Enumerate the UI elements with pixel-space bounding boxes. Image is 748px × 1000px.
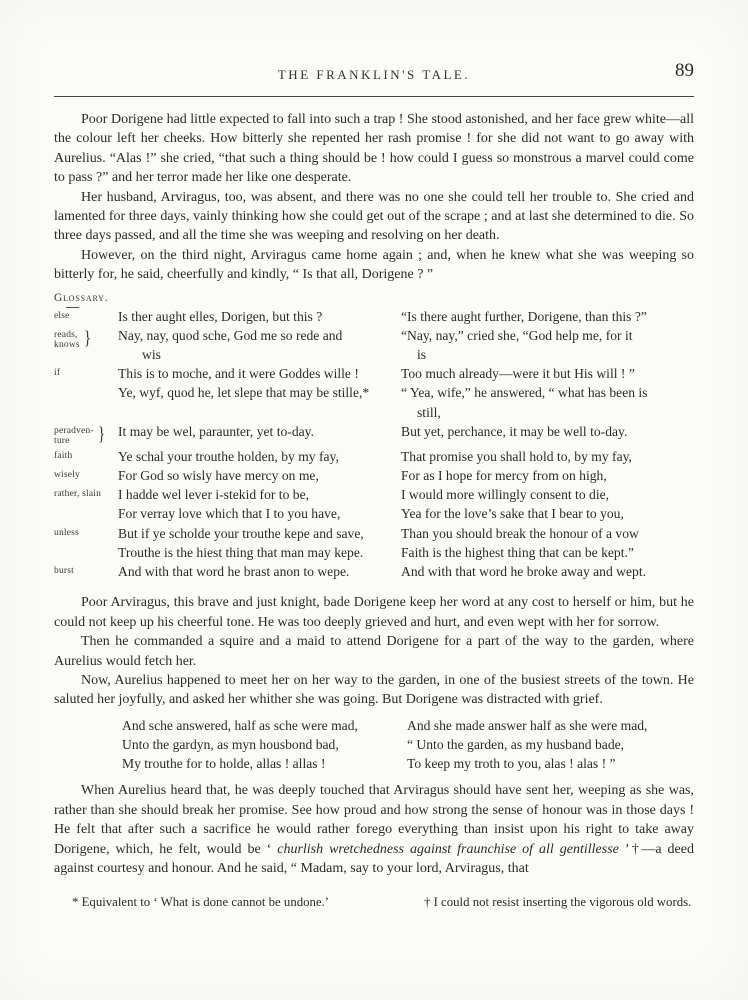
modern-english-cell <box>401 504 694 523</box>
middle-english-cell <box>118 504 401 523</box>
middle-english-line: Ye, wyf, quod he, let slepe that may be stille,* <box>118 385 370 401</box>
middle-english-cell <box>118 422 401 447</box>
gloss-cell <box>54 383 118 421</box>
middle-english-line: For verray love which that I to you have, <box>118 506 341 522</box>
paragraph: Poor Dorigene had little expected to fall into such a trap ! She stood astonished, and her face grew white—all the colour left her cheeks. How bitterly she repented her rash promise ! for she did not want to go away with Aurelius. “Alas !” she cried, “that such a thing should be ! how could I guess so monstrous a marvel could come to pass ?” and her terror made her like one desperate. <box>54 112 694 186</box>
modern-english-cell <box>401 485 694 504</box>
middle-english-line: Ye schal your trouthe holden, by my fay, <box>118 448 339 464</box>
modern-english-cell <box>401 364 694 383</box>
modern-english-line: I would more willingly consent to die, <box>401 487 610 503</box>
gloss-cell <box>54 485 118 504</box>
modern-english-line: still, <box>417 404 441 420</box>
middle-english-line: wis <box>142 347 161 363</box>
verse-line: My trouthe for to holde, allas ! allas ! <box>122 756 326 772</box>
middle-english-line: Trouthe is the hiest thing that man may kepe. <box>118 544 364 560</box>
verse-line: To keep my troth to you, alas ! alas ! ” <box>407 756 616 772</box>
glossary-label-wrap <box>54 288 694 305</box>
closing-italic-quote: churlish wretchedness against fraunchise of all gentillesse <box>277 841 619 857</box>
glossary-row <box>54 364 694 383</box>
gloss-cell <box>54 543 118 562</box>
modern-english-cell <box>401 562 694 581</box>
middle-english-line: And with that word he brast anon to wepe. <box>118 564 350 580</box>
modern-english-cell <box>401 466 694 485</box>
paragraph: However, on the third night, Arviragus came home again ; and, when he knew what she was weeping so bitterly for, he said, cheerfully and kindly, “ Is that all, Dorigene ? ” <box>54 247 694 283</box>
middle-english-cell <box>118 383 401 421</box>
middle-english-cell <box>118 307 401 326</box>
gloss-term <box>54 311 70 322</box>
middle-english-line: Is ther aught elles, Dorigen, but this ? <box>118 308 323 324</box>
modern-english-cell <box>401 524 694 543</box>
gloss-cell <box>54 307 118 326</box>
page-content <box>0 60 748 910</box>
modern-english-cell <box>401 447 694 466</box>
modern-english-cell <box>401 383 694 421</box>
modern-english-line: Faith is the highest thing that can be kept.” <box>401 544 634 560</box>
gloss-line: ture <box>54 436 70 447</box>
modern-english-line: Yea for the love’s sake that I bear to you, <box>401 506 624 522</box>
gloss-cell <box>54 422 118 447</box>
modern-english-line: “Is there aught further, Dorigene, than this ?” <box>401 308 647 324</box>
gloss-line: peradven- <box>54 425 94 436</box>
middle-english-line: But if ye scholde your trouthe kepe and save, <box>118 525 364 541</box>
middle-english-cell <box>118 447 401 466</box>
modern-english-cell <box>401 307 694 326</box>
modern-english-line: “ Yea, wife,” he answered, “ what has been is <box>401 385 648 401</box>
closing-segment: When Aurelius heard that, he was deeply touched that Arviragus should have sent her, weeping as she was, rather than she should break her promise. See how proud and how strong the sense of honour was in those days ! He felt that after such a sacrifice he would rather forego everything than insist upon his right to take away Dorigene, which, he felt, would be ‘ <box>54 783 694 857</box>
middle-english-cell <box>118 562 401 581</box>
modern-english-line: “Nay, nay,” cried she, “God help me, for it <box>401 327 633 343</box>
gloss-cell <box>54 562 118 581</box>
gloss-line: rather, slain <box>54 489 102 500</box>
inner-verse-middle-english <box>122 716 407 774</box>
gloss-cell <box>54 504 118 523</box>
middle-english-cell <box>118 364 401 383</box>
gloss-cell <box>54 447 118 466</box>
gloss-term <box>54 470 80 481</box>
footnote-dagger: † I could not resist inserting the vigorous old words. <box>424 895 692 910</box>
middle-english-line: This is to moche, and it were Goddes wille ! <box>118 366 359 382</box>
gloss-line: else <box>54 310 70 321</box>
gloss-term <box>54 528 79 539</box>
modern-english-line: Too much already—were it but His will ! ” <box>401 366 635 382</box>
middle-english-line: Nay, nay, quod sche, God me so rede and <box>118 327 343 343</box>
inner-verse <box>122 716 694 774</box>
gloss-cell <box>54 326 118 364</box>
closing-paragraph <box>54 781 694 878</box>
page-number: 89 <box>675 60 694 81</box>
modern-english-line: For as I hope for mercy from on high, <box>401 468 607 484</box>
modern-english-cell <box>401 543 694 562</box>
gloss-line: unless <box>54 527 79 538</box>
gloss-line: burst <box>54 566 74 577</box>
glossary-row <box>54 562 694 581</box>
glossary-row <box>54 326 694 364</box>
gloss-line: if <box>54 368 61 379</box>
glossary-table <box>54 307 694 582</box>
verse-line: “ Unto the garden, as my husband bade, <box>407 736 625 752</box>
verse-line: Unto the gardyn, as myn housbond bad, <box>122 736 339 752</box>
gloss-term <box>54 330 80 351</box>
verse-line: And she made answer half as she were mad, <box>407 717 648 733</box>
middle-english-line: It may be wel, paraunter, yet to-day. <box>118 423 314 439</box>
middle-english-cell <box>118 485 401 504</box>
modern-english-line: And with that word he broke away and wept. <box>401 564 646 580</box>
paragraph: Now, Aurelius happened to meet her on her way to the garden, in one of the busiest streets of the town. He saluted her joyfully, and asked her whither she was going. But Dorigene was distracted with grief. <box>54 672 694 708</box>
footnotes <box>54 894 694 910</box>
running-title: THE FRANKLIN'S TALE. <box>277 67 471 82</box>
verse-line: And sche answered, half as sche were mad, <box>122 717 358 733</box>
middle-english-cell <box>118 524 401 543</box>
inner-verse-modern-english <box>407 716 694 774</box>
gloss-term <box>54 426 94 447</box>
gloss-line: faith <box>54 450 73 461</box>
gloss-line: wisely <box>54 470 81 481</box>
header-rule <box>54 96 694 97</box>
modern-english-line: Than you should break the honour of a vow <box>401 525 639 541</box>
paragraph: Her husband, Arviragus, too, was absent, and there was no one she could tell her trouble to. She cried and lamented for three days, vainly thinking how she could get out of the scrape ; and at last she determined to die. So three days passed, and all the time she was weeping and resolving on her death. <box>54 189 694 244</box>
gloss-cell <box>54 364 118 383</box>
gloss-term <box>54 368 60 379</box>
paragraph: Then he commanded a squire and a maid to attend Dorigene for a part of the way to the garden, where Aurelius would fetch her. <box>54 634 694 669</box>
paragraph: Poor Arviragus, this brave and just knight, bade Dorigene keep her word at any cost to herself or him, but he could not keep up his cheerful tone. He was too deeply grieved and hurt, and even wept with her for sorrow. <box>54 595 694 630</box>
modern-english-line: That promise you shall hold to, by my fay, <box>401 448 632 464</box>
glossary-row <box>54 543 694 562</box>
middle-english-line: For God so wisly have mercy on me, <box>118 468 319 484</box>
glossary-row <box>54 524 694 543</box>
glossary-row <box>54 485 694 504</box>
glossary-row <box>54 447 694 466</box>
glossary-row <box>54 383 694 421</box>
glossary-row <box>54 422 694 447</box>
gloss-term <box>54 489 101 500</box>
footnote-asterisk: * Equivalent to ‘ What is done cannot be undone.’ <box>72 895 330 910</box>
middle-english-cell <box>118 326 401 364</box>
glossary-row <box>54 466 694 485</box>
glossary-label: Glossary. <box>54 291 109 304</box>
modern-english-line: is <box>417 347 427 363</box>
modern-english-cell <box>401 422 694 447</box>
middle-english-cell <box>118 466 401 485</box>
gloss-term <box>54 566 74 577</box>
running-head <box>54 60 694 86</box>
gloss-cell <box>54 524 118 543</box>
modern-english-line: But yet, perchance, it may be well to-day. <box>401 423 628 439</box>
gloss-line: reads, <box>54 329 78 340</box>
closing-segment: ’†—a deed against courtesy and honour. And he said, “ Madam, say to your lord, Arviragus, that <box>54 841 694 876</box>
brace-glyph: } <box>97 423 105 445</box>
modern-english-cell <box>401 326 694 364</box>
middle-english-cell <box>118 543 401 562</box>
glossary-row <box>54 307 694 326</box>
gloss-term <box>54 451 72 462</box>
gloss-cell <box>54 466 118 485</box>
middle-english-line: I hadde wel lever i-stekid for to be, <box>118 487 309 503</box>
glossary-row <box>54 504 694 523</box>
gloss-line: knows <box>54 340 80 351</box>
brace-glyph: } <box>83 327 92 349</box>
